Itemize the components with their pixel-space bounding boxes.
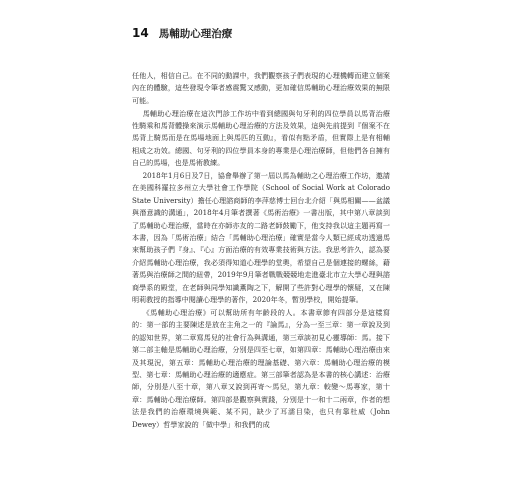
page-header	[132, 26, 232, 41]
running-title: 馬輔助心理治療	[158, 28, 233, 40]
body-text	[132, 70, 390, 431]
paragraph-2: 馬輔助心理治療在這次門診工作坊中看到總國與句牙利的四位學員以馬背治療性騎乘和馬背體操來演示馬輔助心理治療的方法及效果，這與先前提到『個案不在馬背上騎馬而是在馬場地面上與馬匹的互動』，看似有點矛盾，但實際上是有相輔相成之功效。總國、句牙利的四位學員本身的專業是心理治療師，但他們各自擁有自己的馬場，也是馬術教練。	[132, 108, 390, 168]
paragraph-3: 2018年1月6日及7日，協會舉辦了第一屆以馬為輔助之心理治療工作坊，邀請在美國科羅拉多州立大學社會工作學院（School of Social Work at Colorado State University）擔任心理諮商師的李萍慈博士回台北介紹「與馬相關——盆議與潛意識的溝通」，2018年4月筆者撰著《馬術治療》一書出版，其中第八章談到了馬輔助心理治療，當時在亦師亦友的二路老師鼓勵下，他支持我以這主題再寫一本書，因為「馬術治療」結合「馬輔助心理治療」確實是當今人類已經成功透過馬來幫助孩子們『身』、『心』方面治療的有效專業技術與方法。我思考許久，認為要介紹馬輔助心理治療，我必須得知道心理學的堂奧，希望自己是個連接的螺絲，藉著馬與治療師之間的紐帶，2019年9月筆者戰戰競競地走進臺北市立大學心理與諮商學系的殿堂，在老師與同學知識薫陶之下，解開了些許對心理學的懷疑，又在陳明莉教授的指導中閱讀心理學的著作，2020年冬，暫別學校，開始提筆。	[132, 171, 390, 305]
paragraph-1: 任他人，相信自己。在不同的動課中，我們觀察孩子們表現的心理機轉而建立個案內在的體驗，這些發現令筆者感震驚又感動，更加確信馬輔助心理治療效果的無限可能。	[132, 71, 390, 105]
page-number: 14	[132, 26, 149, 40]
paragraph-4: 《馬輔助心理治療》可以幫助所有年齡段的人。本書章節有四部分是這樣寫的：第一部的主要陳述是放在主角之一的『論馬』，分為一至三章：第一章說及到的認知世界，第二章寫馬兒的社會行為與溝通，第三章談初見心靈導師：馬。接下第二部主軸是馬輔助心理治療，分別是四至七章，如第四章：馬輔助心理治療由來及其現況，第五章：馬輔助心理治療的理論基礎、第六章：馬輔助心理治療的模型、第七章：馬輔助心理治療的適應症。第三部筆者認為是本書的核心講述：治療師，分別是八至十章，第八章又說到再寄～馬兒，第九章：較變～馬專家，第十章：馬輔助心理治療師。第四部是觀察與實踐，分別是十一和十二兩章，作者的想法是我們的治療環境與範、某不同，缺少了耳濡目染，也只有靠杜威（John Dewey）哲學家說的「做中學」和我們的成	[132, 307, 390, 429]
